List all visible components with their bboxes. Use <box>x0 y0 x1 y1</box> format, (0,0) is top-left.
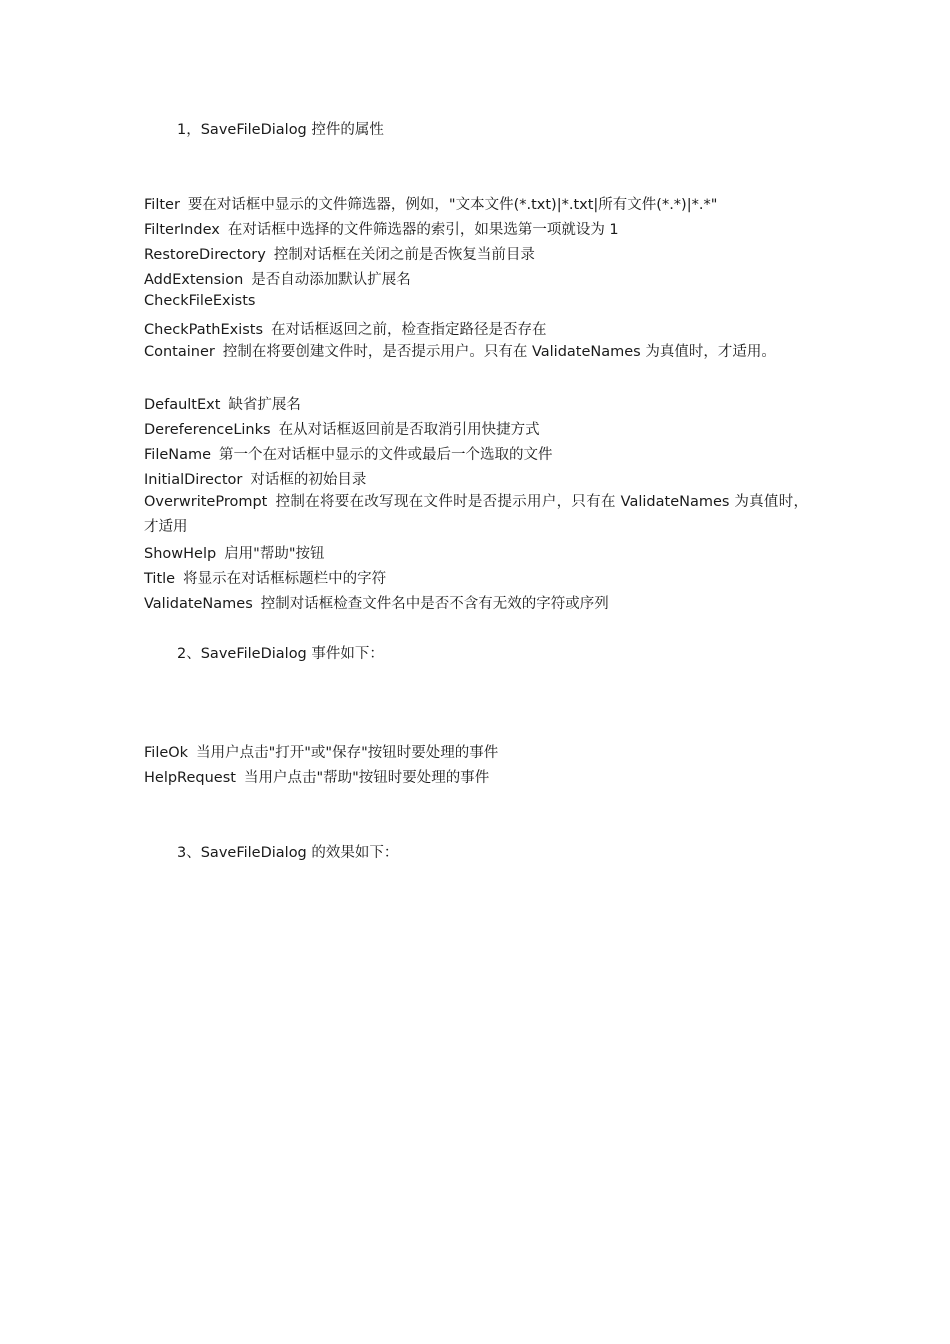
property-name: OverwritePrompt <box>144 494 268 510</box>
event-line <box>144 766 489 787</box>
event-line <box>144 741 498 762</box>
event-name: HelpRequest <box>144 770 236 786</box>
property-line <box>144 592 609 613</box>
property-desc: 要在对话框中显示的文件筛选器，例如，"文本文件(*.txt)|*.txt|所有文件(*.*)|*.*" <box>187 197 718 213</box>
property-desc: 是否自动添加默认扩展名 <box>251 272 411 288</box>
property-line <box>144 193 717 214</box>
property-line <box>144 490 808 540</box>
section-heading-events: 2、SaveFileDialog 事件如下： <box>177 646 384 662</box>
property-name: InitialDirector <box>144 472 243 488</box>
property-name: Container <box>144 344 215 360</box>
property-desc: 启用"帮助"按钮 <box>224 546 325 562</box>
property-desc: 控制对话框在关闭之前是否恢复当前目录 <box>273 247 535 263</box>
property-name: ShowHelp <box>144 546 217 562</box>
section-heading-effect: 3、SaveFileDialog 的效果如下： <box>177 845 399 861</box>
property-line <box>144 318 547 339</box>
property-line <box>144 468 366 489</box>
property-line <box>144 340 808 365</box>
property-name: CheckPathExists <box>144 322 264 338</box>
property-desc: 缺省扩展名 <box>228 397 301 413</box>
property-name: FileName <box>144 447 212 463</box>
property-name: Filter <box>144 197 180 213</box>
property-line <box>144 542 325 563</box>
property-name: Title <box>144 571 176 587</box>
property-name: FilterIndex <box>144 222 220 238</box>
property-desc: 控制在将要创建文件时，是否提示用户。只有在 ValidateNames 为真值时，才适用。 <box>222 344 776 360</box>
property-name: DereferenceLinks <box>144 422 271 438</box>
property-line <box>144 418 540 439</box>
property-name: RestoreDirectory <box>144 247 266 263</box>
property-name: CheckFileExists <box>144 293 256 309</box>
property-line <box>144 567 386 588</box>
property-desc: 在从对话框返回前是否取消引用快捷方式 <box>278 422 540 438</box>
property-line <box>144 218 619 239</box>
event-desc: 当用户点击"打开"或"保存"按钮时要处理的事件 <box>196 745 499 761</box>
property-desc: 对话框的初始目录 <box>250 472 367 488</box>
property-desc: 控制对话框检查文件名中是否不含有无效的字符或序列 <box>260 596 609 612</box>
property-name: DefaultExt <box>144 397 221 413</box>
property-line <box>144 293 263 309</box>
event-desc: 当用户点击"帮助"按钮时要处理的事件 <box>243 770 490 786</box>
property-name: AddExtension <box>144 272 244 288</box>
property-line <box>144 443 553 464</box>
property-name: ValidateNames <box>144 596 253 612</box>
event-name: FileOk <box>144 745 189 761</box>
property-line <box>144 268 411 289</box>
property-desc: 在对话框返回之前，检查指定路径是否存在 <box>271 322 547 338</box>
property-desc: 在对话框中选择的文件筛选器的索引，如果选第一项就设为 1 <box>227 222 619 238</box>
property-line <box>144 243 535 264</box>
property-desc: 控制在将要在改写现在文件时是否提示用户，只有在 ValidateNames 为真值时，才适用 <box>144 494 808 535</box>
property-line <box>144 393 301 414</box>
property-desc: 将显示在对话框标题栏中的字符 <box>183 571 387 587</box>
property-desc: 第一个在对话框中显示的文件或最后一个选取的文件 <box>219 447 553 463</box>
section-heading-properties: 1，SaveFileDialog 控件的属性 <box>177 122 384 138</box>
